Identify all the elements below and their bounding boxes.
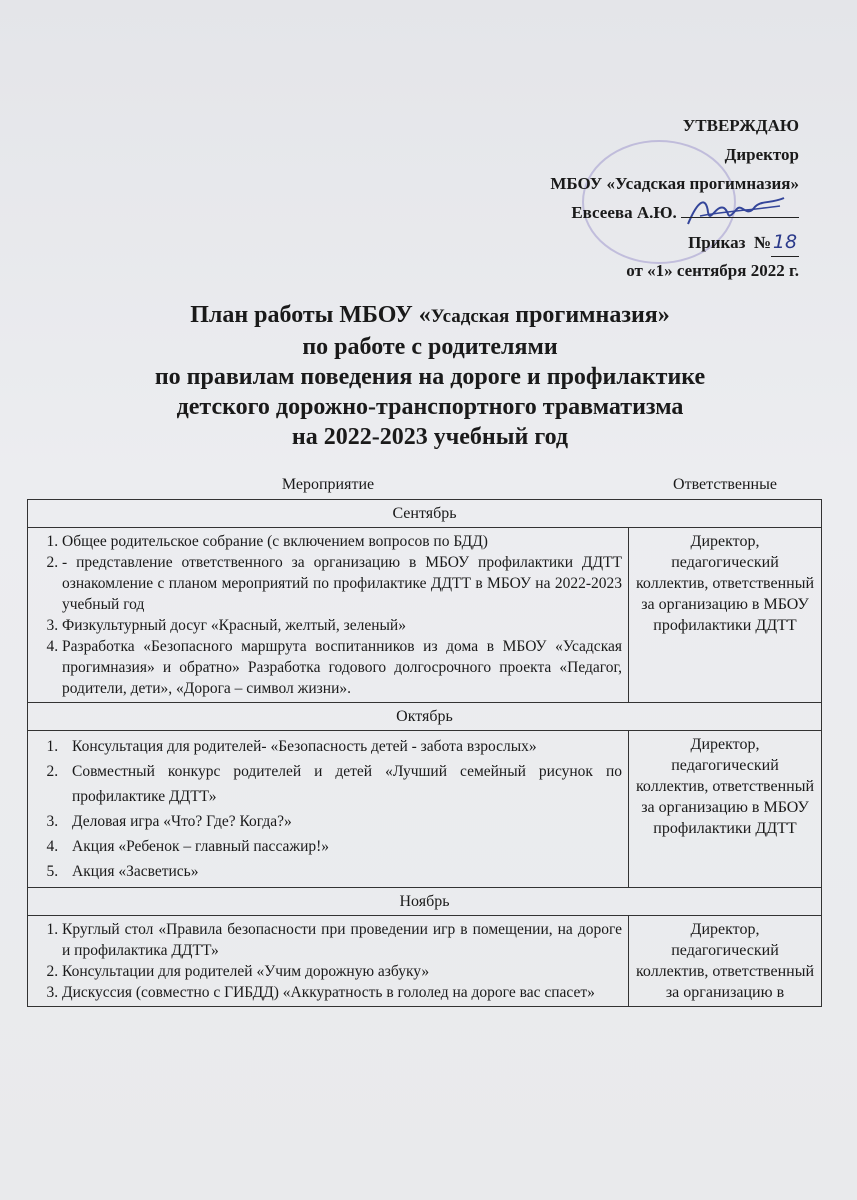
responsible-cell: Директор, педагогический коллектив, ответственный за организацию в МБОУ профилактики ДДТТ <box>629 528 822 703</box>
list-item: 2. Совместный конкурс родителей и детей «Лучший семейный рисунок по профилактике ДДТТ» <box>62 759 622 809</box>
title-line-5: на 2022-2023 учебный год <box>291 424 569 450</box>
plan-table <box>27 470 822 1007</box>
order-num-sign: № <box>753 233 771 252</box>
month-label: Ноябрь <box>28 888 822 916</box>
list-item: 1. Консультация для родителей- «Безопасность детей - забота взрослых» <box>62 734 622 759</box>
month-label: Сентябрь <box>28 500 822 528</box>
column-header-responsible: Ответственные <box>629 470 822 500</box>
table-row <box>28 528 822 703</box>
title-line-1: План работы МБОУ «Усадская прогимназия» <box>190 302 670 328</box>
event-list <box>28 916 629 1007</box>
order-label: Приказ <box>688 233 746 252</box>
event-list <box>28 528 629 703</box>
organization-name: МБОУ «Усадская прогимназия» <box>550 174 799 193</box>
signer-name: Евсеева А.Ю. <box>571 203 677 222</box>
column-header-event: Мероприятие <box>28 470 629 500</box>
title-line-3: по правилам поведения на дороге и профилактике <box>154 364 706 390</box>
responsible-cell: Директор, педагогический коллектив, ответственный за организацию в МБОУ профилактики ДДТТ <box>629 731 822 888</box>
title-line-2: по работе с родителями <box>302 334 558 360</box>
month-row <box>28 888 822 916</box>
approver-position: Директор <box>724 145 799 164</box>
month-row <box>28 703 822 731</box>
signature-line <box>681 201 799 218</box>
table-header <box>28 470 822 500</box>
approval-block <box>379 112 799 286</box>
event-list <box>28 731 629 888</box>
list-item: 1. Круглый стол «Правила безопасности при проведении игр в помещении, на дороге и профилактика ДДТТ» <box>62 919 622 961</box>
order-number: 18 <box>771 228 799 257</box>
month-row <box>28 500 822 528</box>
list-item: 4. Акция «Ребенок – главный пассажир!» <box>62 834 622 859</box>
list-item: 4. Разработка «Безопасного маршрута воспитанников из дома в МБОУ «Усадская прогимназия» и обратно» Разработка годового долгосрочного проекта «Педагог, родители, дети», «Дорога – символ жизни». <box>62 636 622 699</box>
list-item: 3. Дискуссия (совместно с ГИБДД) «Аккуратность в гололед на дороге вас спасет» <box>62 982 622 1003</box>
list-item: 3. Физкультурный досуг «Красный, желтый, зеленый» <box>62 615 622 636</box>
approve-label: УТВЕРЖДАЮ <box>682 116 799 135</box>
order-date: от «1» сентября 2022 г. <box>626 261 799 280</box>
month-label: Октябрь <box>28 703 822 731</box>
list-item: 2. Консультации для родителей «Учим дорожную азбуку» <box>62 961 622 982</box>
title-line-4: детского дорожно-транспортного травматизма <box>176 394 684 420</box>
table-row <box>28 916 822 1007</box>
list-item: 5. Акция «Засветись» <box>62 859 622 884</box>
responsible-cell: Директор, педагогический коллектив, ответственный за организацию в <box>629 916 822 1007</box>
signer-line <box>379 199 799 228</box>
table-row <box>28 731 822 888</box>
list-item: 2. - представление ответственного за организацию в МБОУ профилактики ДДТТ ознакомление с планом мероприятий по профилактике ДДТТ в МБОУ на 2022-2023 учебный год <box>62 552 622 615</box>
list-item: 3. Деловая игра «Что? Где? Когда?» <box>62 809 622 834</box>
list-item: 1. Общее родительское собрание (с включением вопросов по БДД) <box>62 531 622 552</box>
order-line <box>379 228 799 257</box>
page-title <box>60 300 800 452</box>
